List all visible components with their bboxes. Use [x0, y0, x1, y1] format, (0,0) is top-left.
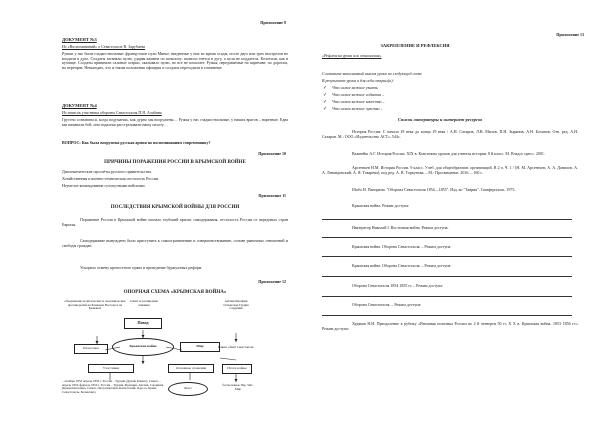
reflection-item-1: Что самое важное узнать: [332, 85, 378, 90]
result-box: Итоги войны: [222, 364, 252, 374]
literature-title: Список литературы и интернет-ресурсов: [397, 117, 483, 122]
question: ВОПРОС: Как была вооружена русская армия по воспоминаниям современнику?: [62, 140, 211, 145]
link-2-url-line[interactable]: [322, 237, 572, 238]
battles-box: Основные сражения: [168, 364, 214, 373]
link-4-url-line[interactable]: [322, 276, 572, 277]
crimean-war-oval: Крымская война: [112, 338, 174, 356]
appendix-11-label: Приложение 11: [258, 193, 286, 198]
link-5-label[interactable]: Оборона Севастополя 1854 1855 гг. – Режим доступа:: [352, 283, 444, 288]
scheme-title: ОПОРНАЯ СХЕМА «КРЫМСКАЯ ВОЙНА»: [123, 290, 227, 295]
cause-1: Дипломатические просчёты русского правительства.: [62, 169, 152, 174]
link-6-label[interactable]: Оборона Севастополя. – Режим доступа:: [352, 302, 422, 307]
sub-instruction: В результате урока я для себя открыл(а):: [322, 78, 394, 83]
victory-note: Кавказ обвит Севастополь: [218, 345, 254, 349]
scheme-connectors: [60, 298, 290, 418]
bullet-icon: ✓: [323, 100, 328, 105]
doc4-title: ДОКУМЕНТ №4: [62, 103, 97, 108]
reflection-item-2: Что самое важное события –: [332, 92, 384, 97]
doc3-source: Из «Воспоминаний» о Севастополе В. Зарубаева: [62, 44, 146, 49]
bullet-icon: ✓: [323, 107, 328, 112]
link-6-url-line[interactable]: [322, 315, 572, 316]
consequence-1: Поражение России в Крымской войне оказало глубокий кризис самодержавия, отсталость России от передовых стран Европы.: [62, 217, 288, 227]
bullet-icon: ✓: [323, 93, 328, 98]
right-note: бесполезные Пар. Чис. Мир: [222, 383, 254, 391]
reflection-subtitle: «Рефлексия урока или отношения»: [322, 53, 382, 58]
doc3-title: ДОКУМЕНТ №3: [62, 37, 97, 42]
lit-entry-2: Важнейш А.Г. История России. XIX в. Конспекты уроков для учителя истории. 8 й класс. М. Владос пресс. 2001.: [352, 151, 545, 156]
consequence-2: Самодержавие вынуждено было приступить к самоограничению и совершенствованию, основе рыночных отношений и свободы граждан.: [62, 238, 288, 248]
bullet-icon: ✓: [323, 86, 328, 91]
link-5-url-line[interactable]: [322, 296, 572, 297]
link-1-label[interactable]: Крымская война. Режим доступа:: [352, 203, 410, 208]
peace-box: Мир: [180, 342, 220, 352]
lit-entry-4: Шабо Н. Панорама. "Оборона Севастополя 1854—1855". Изд. во "Таврия". Симферополь. 1975.: [352, 187, 516, 192]
appendix-12-label: Приложение 12: [258, 279, 286, 284]
cause-2: Хозяйственная и военно-техническая отсталость России.: [62, 176, 160, 181]
allies-note: объединение политических и экономических противоречий на Ближнем Востоке и на Балканах: [64, 299, 126, 311]
right-page: [300, 0, 600, 424]
consequence-3: Ускорило отмену крепостного права и проведение буржуазных реформ.: [80, 265, 203, 270]
appendix-13-label: Приложение 13: [556, 32, 584, 37]
causes-title: ПРИЧИНЫ ПОРАЖЕНИЯ РОССИИ В КРЫМСКОЙ ВОЙНЕ: [104, 160, 246, 165]
palestine-box: Палестина: [74, 344, 108, 354]
reflection-item-3: Что самое важное качество –: [332, 99, 385, 104]
link-2-label[interactable]: Император Николай I. Восточная война. Режим доступа:: [352, 225, 449, 230]
dates-text: – октябрь 1853 апрель 1856 г. Россия – Турция (Дунай, Кавказ), Синоп. – апрель 1856 февраль 1856 г. Россия – Турция, Франция, Англия, Сардиния (Крымская война, Синоп, Петропавловск-Камчатский, Одесса, Крым, Севастополь, Балаклава): [62, 379, 164, 395]
link-1-url-line[interactable]: [322, 219, 572, 220]
consequences-title: ПОСЛЕДСТВИЯ КРЫМСКОЙ ВОЙНЫ ДЛЯ РОССИИ: [110, 205, 240, 210]
cause-box: Повод: [124, 318, 162, 329]
appendix-9-label: Приложение 9: [260, 20, 286, 25]
fleet-oval: Флот: [168, 382, 208, 396]
appendix-10-label: Приложение 10: [258, 151, 286, 156]
lit-entry-1: История России: С начала 18 века до конца 19 века / А.Н. Сахаров, Л.В. Милов, П.Н. Зырянов, А.Н. Боханов; Отв. ред. А.Н. Сахаров. М.: ООО «Издательство АСТ», 544с.: [322, 129, 578, 139]
doc4-source: Из записок участника обороны Севастополя П.Я. Алабина: [62, 110, 162, 115]
lit-entry-3: Арсентьев Н.М. История России. 9 класс. Учеб. для общеобразоват. организаций. В 2 ч. Ч. 1 / [Н. М. Арсентьев, А. А. Данилов, А. А. Левандовский, А. Я. Токарева]; под ред. А. В. Торкунова. – М.: Просвещение, 2016. – 160 с.: [322, 165, 578, 175]
doc3-text: Рушки у нас были гладкоствольные; французские пули Минье, введенные у них во время осады, после двух или трех выстрелов не входили в дуло. Солдаты заганяли пулю, ударяя камнем по шомполу; шомпол гнется в дугу, а пуля не поддается. Колотили, как в кузнице. Солдаты привязали сальные огарки, оказывало пулю, но все не помогает. Ружья, передаваемые на парениве, по дорогам, на переправ. Невыгодно, что и таким положения офицеры и солдаты переходили в сочинение.: [62, 51, 288, 70]
cause-3: Неумелое командование сухопутными войсками.: [62, 183, 146, 188]
crimean-war-scheme: [60, 298, 290, 418]
belligerents-box: Участники: [88, 364, 134, 373]
link-3-label[interactable]: Крымская война. Оборона Севастополя. – Режим доступа:: [352, 244, 452, 249]
allies-list: Англия Франция Османская Турция Сардиния: [223, 299, 249, 311]
link-4-label[interactable]: Крымская война. Оборона Севастополя. – Режим доступа:: [352, 263, 452, 268]
instruction: Составьте выполнимый анализ урока по следующей схеме: [322, 71, 422, 76]
reflection-title: ЗАКРЕПЛЕНИЕ И РЕФЛЕКСИЯ: [380, 43, 450, 48]
aim-note: захват и расширение влияния: [129, 299, 159, 307]
link-3-url-line[interactable]: [322, 256, 572, 257]
last-entry: Худяков Н.И. Преодоление к рубежу «Внешняя политика России во 2 й четверти 50 гг. Х Х в. Крымская война. 1853 1856 гг.» Режим доступа:: [322, 321, 578, 331]
reflection-item-4: Что самое важное чувство –: [332, 106, 383, 111]
doc4-text: Грустно сознаваться, когда подумаешь, как дурно мы вооружены… Ружья у нас гладкоствольные, у наших врагов – нарезные. Едва мы начинали бой, они издалека расстреливали нашу пехоту…: [62, 117, 288, 127]
